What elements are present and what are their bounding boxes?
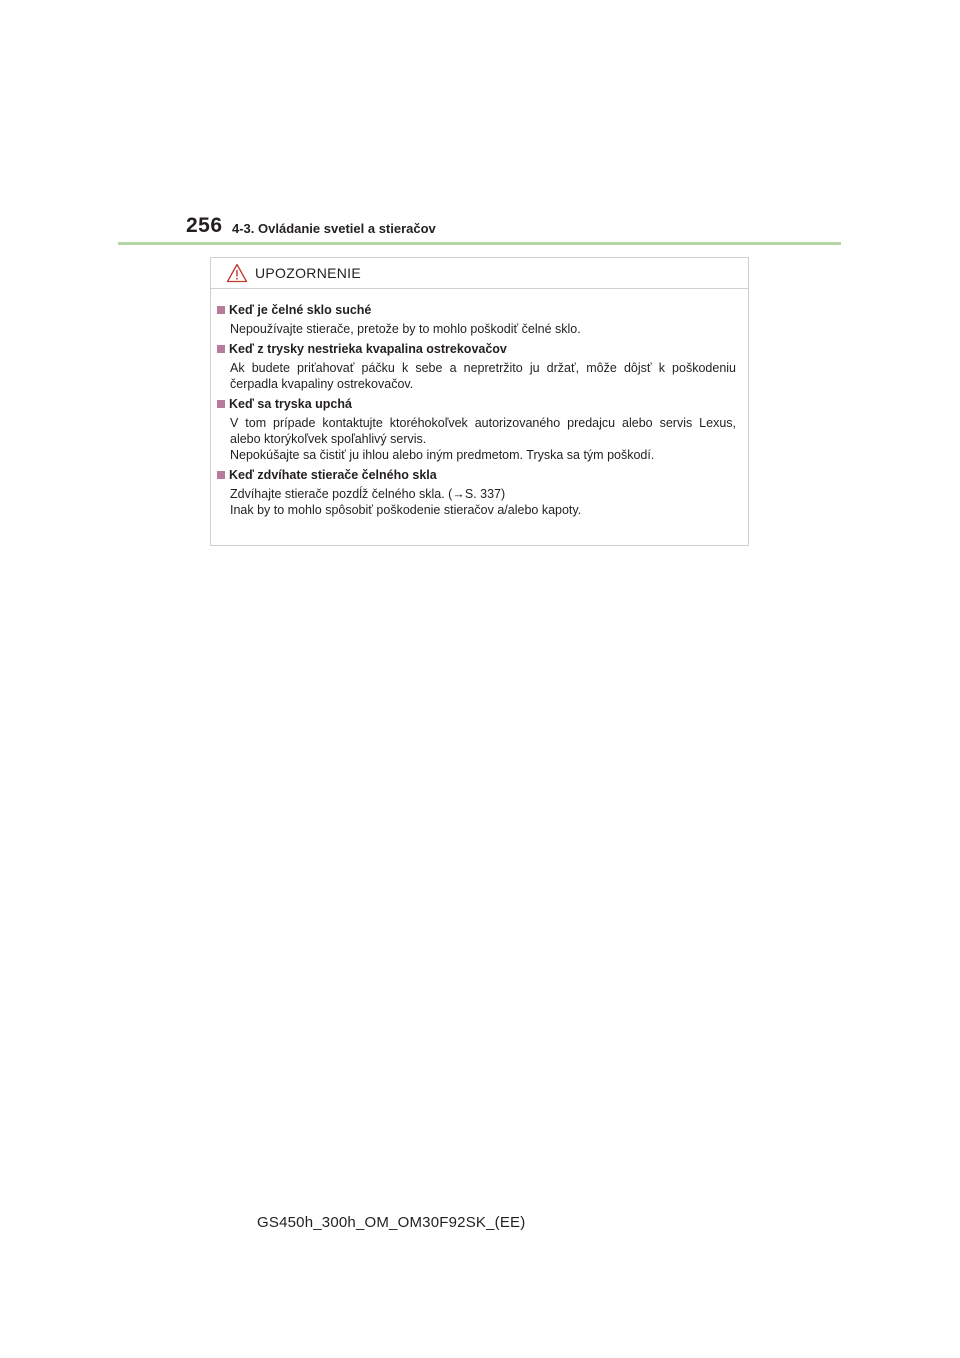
item-heading (217, 395, 738, 413)
item-line: V tom prípade kontaktujte ktoréhokoľvek autorizovaného predajcu alebo servis Lexus, alebo ktorýkoľvek spoľahlivý servis. (230, 416, 736, 446)
warning-triangle-icon (226, 263, 248, 283)
item-line: Nepokúšajte sa čistiť ju ihlou alebo iným predmetom. Tryska sa tým poškodí. (230, 448, 655, 462)
bullet-square-icon (217, 306, 225, 314)
item-heading (217, 301, 738, 319)
item-heading (217, 340, 738, 358)
item-line: Zdvíhajte stierače pozdĺž čelného skla. (→S. 337) (230, 487, 506, 501)
bullet-square-icon (217, 345, 225, 353)
item-text (217, 321, 738, 337)
footer-manual-code: GS450h_300h_OM_OM30F92SK_(EE) (257, 1214, 526, 1231)
item-line: Nepoužívajte stierače, pretože by to mohlo poškodiť čelné sklo. (230, 322, 581, 336)
warning-box (210, 257, 749, 546)
warning-item (217, 340, 738, 392)
bullet-square-icon (217, 400, 225, 408)
item-line: Inak by to mohlo spôsobiť poškodenie stieračov a/alebo kapoty. (230, 503, 582, 517)
warning-title: UPOZORNENIE (255, 265, 361, 281)
header-rule (118, 242, 841, 245)
item-line: Ak budete priťahovať páčku k sebe a nepretržito ju držať, môže dôjsť k poškodeniu čerpadla kvapaliny ostrekovačov. (230, 361, 736, 391)
item-heading-text: Keď sa tryska upchá (229, 397, 352, 411)
warning-header (211, 258, 748, 289)
warning-item (217, 466, 738, 518)
section-title: 4-3. Ovládanie svetiel a stieračov (232, 221, 436, 236)
bullet-square-icon (217, 471, 225, 479)
item-text (217, 360, 738, 392)
warning-item (217, 301, 738, 337)
warning-item (217, 395, 738, 463)
item-text (217, 415, 738, 463)
warning-body (211, 289, 748, 518)
item-heading (217, 466, 738, 484)
item-heading-text: Keď z trysky nestrieka kvapalina ostrekovačov (229, 342, 507, 356)
item-text (217, 486, 738, 518)
item-heading-text: Keď je čelné sklo suché (229, 303, 372, 317)
page-number: 256 (186, 214, 223, 237)
item-heading-text: Keď zdvíhate stierače čelného skla (229, 468, 437, 482)
